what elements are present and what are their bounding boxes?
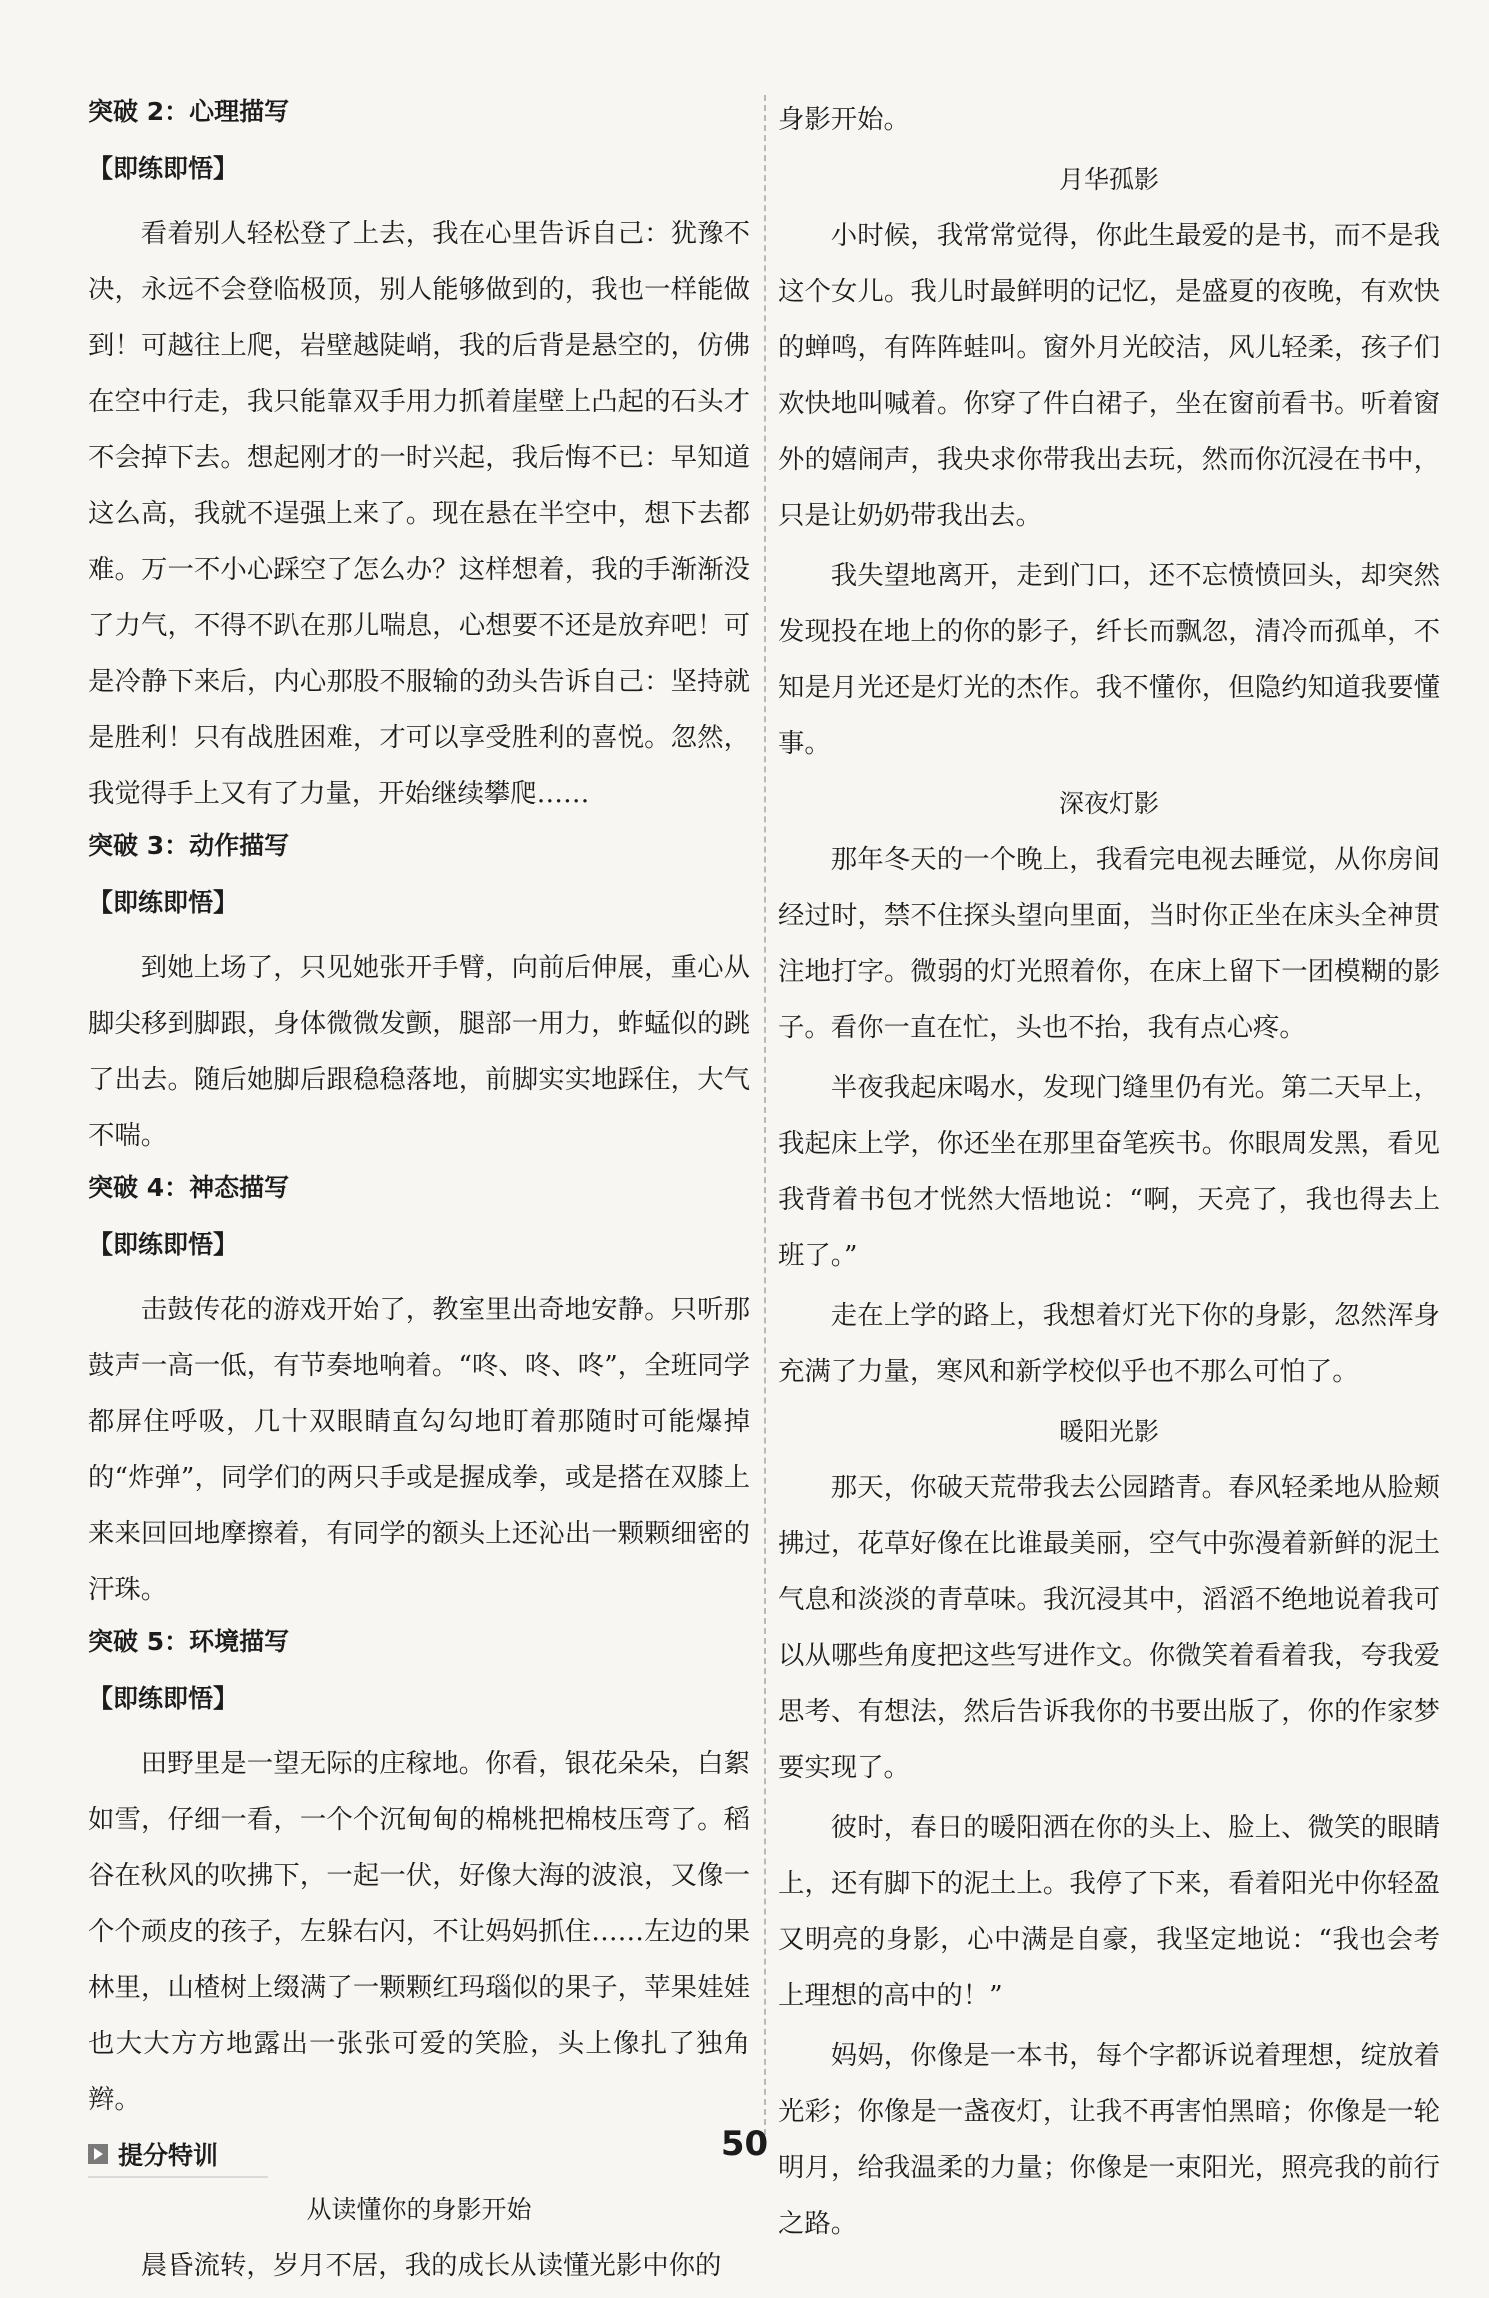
left-column	[88, 92, 750, 2298]
paragraph: 田野里是一望无际的庄稼地。你看，银花朵朵，白絮如雪，仔细一看，一个个沉甸甸的棉桃把棉枝压弯了。稻谷在秋风的吹拂下，一起一伏，好像大海的波浪，又像一个个顽皮的孩子，左躲右闪，不让妈妈抓住……左边的果林里，山楂树上缀满了一颗颗红玛瑙似的果子，苹果娃娃也大大方方地露出一张张可爱的笑脸，头上像扎了独角辫。	[88, 1748, 750, 2115]
section-heading-expression: 突破 4：神态描写	[88, 1173, 290, 1202]
practice-label: 【即练即悟】	[88, 1684, 239, 1713]
paragraph: 看着别人轻松登了上去，我在心里告诉自己：犹豫不决，永远不会登临极顶，别人能够做到的，我也一样能做到！可越往上爬，岩壁越陡峭，我的后背是悬空的，仿佛在空中行走，我只能靠双手用力抓着崖壁上凸起的石头才不会掉下去。想起刚才的一时兴起，我后悔不已：早知道这么高，我就不逞强上来了。现在悬在半空中，想下去都难。万一不小心踩空了怎么办？这样想着，我的手渐渐没了力气，不得不趴在那儿喘息，心想要不还是放弃吧！可是冷静下来后，内心那股不服输的劲头告诉自己：坚持就是胜利！只有战胜困难，才可以享受胜利的喜悦。忽然，我觉得手上又有了力量，开始继续攀爬……	[88, 218, 750, 809]
paragraph: 妈妈，你像是一本书，每个字都诉说着理想，绽放着光彩；你像是一盏夜灯，让我不再害怕黑暗；你像是一轮明月，给我温柔的力量；你像是一束阳光，照亮我的前行之路。	[778, 2040, 1440, 2239]
band-title: 提分特训	[118, 2141, 219, 2170]
subtitle-sun-shadow: 暖阳光影	[1058, 1417, 1159, 1446]
paragraph: 击鼓传花的游戏开始了，教室里出奇地安静。只听那鼓声一高一低，有节奏地响着。“咚、咚、咚”，全班同学都屏住呼吸，几十双眼睛直勾勾地盯着那随时可能爆掉的“炸弹”，同学们的两只手或是握成拳，或是搭在双膝上来来回回地摩擦着，有同学的额头上还沁出一颗颗细密的汗珠。	[88, 1294, 750, 1605]
paragraph: 那天，你破天荒带我去公园踏青。春风轻柔地从脸颊拂过，花草好像在比谁最美丽，空气中弥漫着新鲜的泥土气息和淡淡的青草味。我沉浸其中，滔滔不绝地说着我可以从哪些角度把这些写进作文。你微笑着看着我，夸我爱思考、有想法，然后告诉我你的书要出版了，你的作家梦要实现了。	[778, 1472, 1440, 1783]
page-number: 50	[720, 2124, 769, 2164]
practice-label: 【即练即悟】	[88, 888, 239, 917]
paragraph: 身影开始。	[778, 104, 910, 135]
practice-label: 【即练即悟】	[88, 154, 239, 183]
subtitle-moon-shadow: 月华孤影	[1058, 165, 1159, 194]
essay-title: 从读懂你的身影开始	[306, 2195, 532, 2224]
paragraph: 我失望地离开，走到门口，还不忘愤愤回头，却突然发现投在地上的你的影子，纤长而飘忽，清冷而孤单，不知是月光还是灯光的杰作。我不懂你，但隐约知道我要懂事。	[778, 560, 1440, 759]
paragraph: 那年冬天的一个晚上，我看完电视去睡觉，从你房间经过时，禁不住探头望向里面，当时你正坐在床头全神贯注地打字。微弱的灯光照着你，在床上留下一团模糊的影子。看你一直在忙，头也不抬，我有点心疼。	[778, 844, 1440, 1043]
section-heading-action: 突破 3：动作描写	[88, 831, 290, 860]
paragraph: 小时候，我常常觉得，你此生最爱的是书，而不是我这个女儿。我儿时最鲜明的记忆，是盛夏的夜晚，有欢快的蝉鸣，有阵阵蛙叫。窗外月光皎洁，风儿轻柔，孩子们欢快地叫喊着。你穿了件白裙子，坐在窗前看书。听着窗外的嬉闹声，我央求你带我出去玩，然而你沉浸在书中，只是让奶奶带我出去。	[778, 220, 1440, 531]
section-heading-environment: 突破 5：环境描写	[88, 1627, 290, 1656]
paragraph: 晨昏流转，岁月不居，我的成长从读懂光影中你的	[140, 2250, 722, 2281]
paragraph: 走在上学的路上，我想着灯光下你的身影，忽然浑身充满了力量，寒风和新学校似乎也不那么可怕了。	[778, 1300, 1440, 1387]
paragraph: 半夜我起床喝水，发现门缝里仍有光。第二天早上，我起床上学，你还坐在那里奋笔疾书。你眼周发黑，看见我背着书包才恍然大悟地说：“啊，天亮了，我也得去上班了。”	[778, 1072, 1440, 1271]
right-column	[778, 92, 1440, 2256]
practice-label: 【即练即悟】	[88, 1230, 239, 1259]
section-heading-psychology: 突破 2：心理描写	[88, 97, 290, 126]
paragraph: 到她上场了，只见她张开手臂，向前后伸展，重心从脚尖移到脚跟，身体微微发颤，腿部一用力，蚱蜢似的跳了出去。随后她脚后跟稳稳落地，前脚实实地踩住，大气不喘。	[88, 952, 750, 1151]
column-divider	[764, 95, 766, 2135]
subtitle-lamp-shadow: 深夜灯影	[1058, 789, 1159, 818]
paragraph: 彼时，春日的暖阳洒在你的头上、脸上、微笑的眼睛上，还有脚下的泥土上。我停了下来，看着阳光中你轻盈又明亮的身影，心中满是自豪，我坚定地说：“我也会考上理想的高中的！”	[778, 1812, 1440, 2011]
